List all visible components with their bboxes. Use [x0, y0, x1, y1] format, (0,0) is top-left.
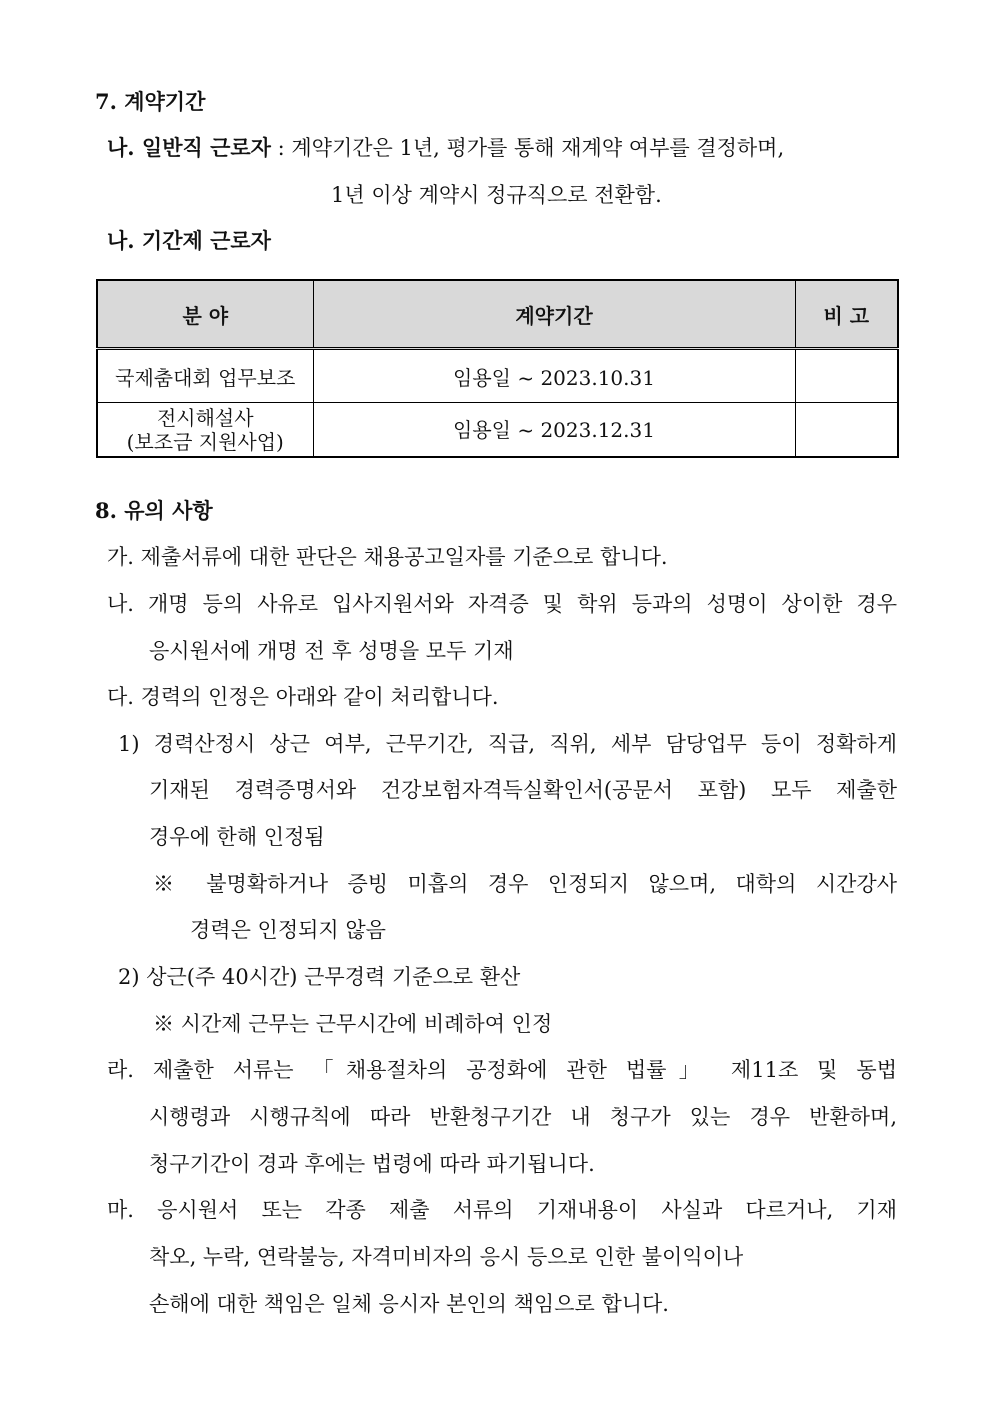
- cell-period: 임용일 ~ 2023.10.31: [313, 349, 795, 403]
- notice-a: 가. 제출서류에 대한 판단은 채용공고일자를 기준으로 합니다.: [107, 545, 668, 569]
- cell-field: 국제춤대회 업무보조: [97, 349, 313, 403]
- notice-d-line-2: 시행령과 시행규칙에 따라 반환청구기간 내 청구가 있는 경우 반환하며,: [149, 1105, 897, 1129]
- general-worker-label: 나. 일반직 근로자: [107, 135, 271, 160]
- fixed-term-worker-label: 나. 기간제 근로자: [107, 228, 271, 253]
- cell-note: [795, 349, 898, 403]
- table-row: [97, 349, 898, 403]
- general-worker-text-2: 1년 이상 계약시 정규직으로 전환함.: [331, 183, 662, 207]
- table-row: [97, 403, 898, 458]
- notice-e-line-1: 마. 응시원서 또는 각종 제출 서류의 기재내용이 사실과 다르거나, 기재: [107, 1198, 897, 1222]
- notice-b-line-1: 나. 개명 등의 사유로 입사지원서와 자격증 및 학위 등과의 성명이 상이한 경우: [107, 592, 897, 616]
- header-note: 비 고: [795, 280, 898, 349]
- cell-note: [795, 403, 898, 458]
- notice-c1-line-1: 1) 경력산정시 상근 여부, 근무기간, 직급, 직위, 세부 담당업무 등이 정확하게: [118, 732, 897, 756]
- cell-field: [97, 403, 313, 458]
- cell-period: 임용일 ~ 2023.12.31: [313, 403, 795, 458]
- notice-c1-note-line-1: ※ 불명확하거나 증빙 미흡의 경우 인정되지 않으며, 대학의 시간강사: [153, 872, 897, 896]
- header-field: 분 야: [97, 280, 313, 349]
- cell-field-line-2: (보조금 지원사업): [126, 429, 284, 454]
- notice-c1-note-line-2: 경력은 인정되지 않음: [190, 918, 386, 942]
- notice-b-line-2: 응시원서에 개명 전 후 성명을 모두 기재: [149, 639, 514, 663]
- notice-d-line-3: 청구기간이 경과 후에는 법령에 따라 파기됩니다.: [149, 1152, 595, 1176]
- notice-c1-line-2: 기재된 경력증명서와 건강보험자격득실확인서(공문서 포함) 모두 제출한: [149, 778, 897, 802]
- notice-d-line-1: 라. 제출한 서류는 「채용절차의 공정화에 관한 법률」 제11조 및 동법: [107, 1058, 897, 1082]
- general-worker-sep: :: [270, 136, 292, 160]
- section-8-title: 8. 유의 사항: [95, 498, 213, 523]
- cell-field-line-1: 전시해설사: [156, 405, 254, 430]
- notice-c1-line-3: 경우에 한해 인정됨: [149, 825, 325, 849]
- table-header-row: [97, 280, 898, 349]
- general-worker-line: [107, 133, 897, 163]
- notice-c2-note: ※ 시간제 근무는 근무시간에 비례하여 인정: [153, 1012, 553, 1036]
- notice-c: 다. 경력의 인정은 아래와 같이 처리합니다.: [107, 685, 499, 709]
- general-worker-text: 계약기간은 1년, 평가를 통해 재계약 여부를 결정하며,: [291, 136, 785, 160]
- notice-e-line-3: 손해에 대한 책임은 일체 응시자 본인의 책임으로 합니다.: [149, 1292, 669, 1316]
- notice-e-line-2: 착오, 누락, 연락불능, 자격미비자의 응시 등으로 인한 불이익이나: [149, 1245, 744, 1269]
- section-7-title: 7. 계약기간: [95, 89, 206, 114]
- notice-c2: 2) 상근(주 40시간) 근무경력 기준으로 환산: [118, 965, 521, 989]
- header-period: 계약기간: [313, 280, 795, 349]
- contract-period-table: [96, 279, 899, 458]
